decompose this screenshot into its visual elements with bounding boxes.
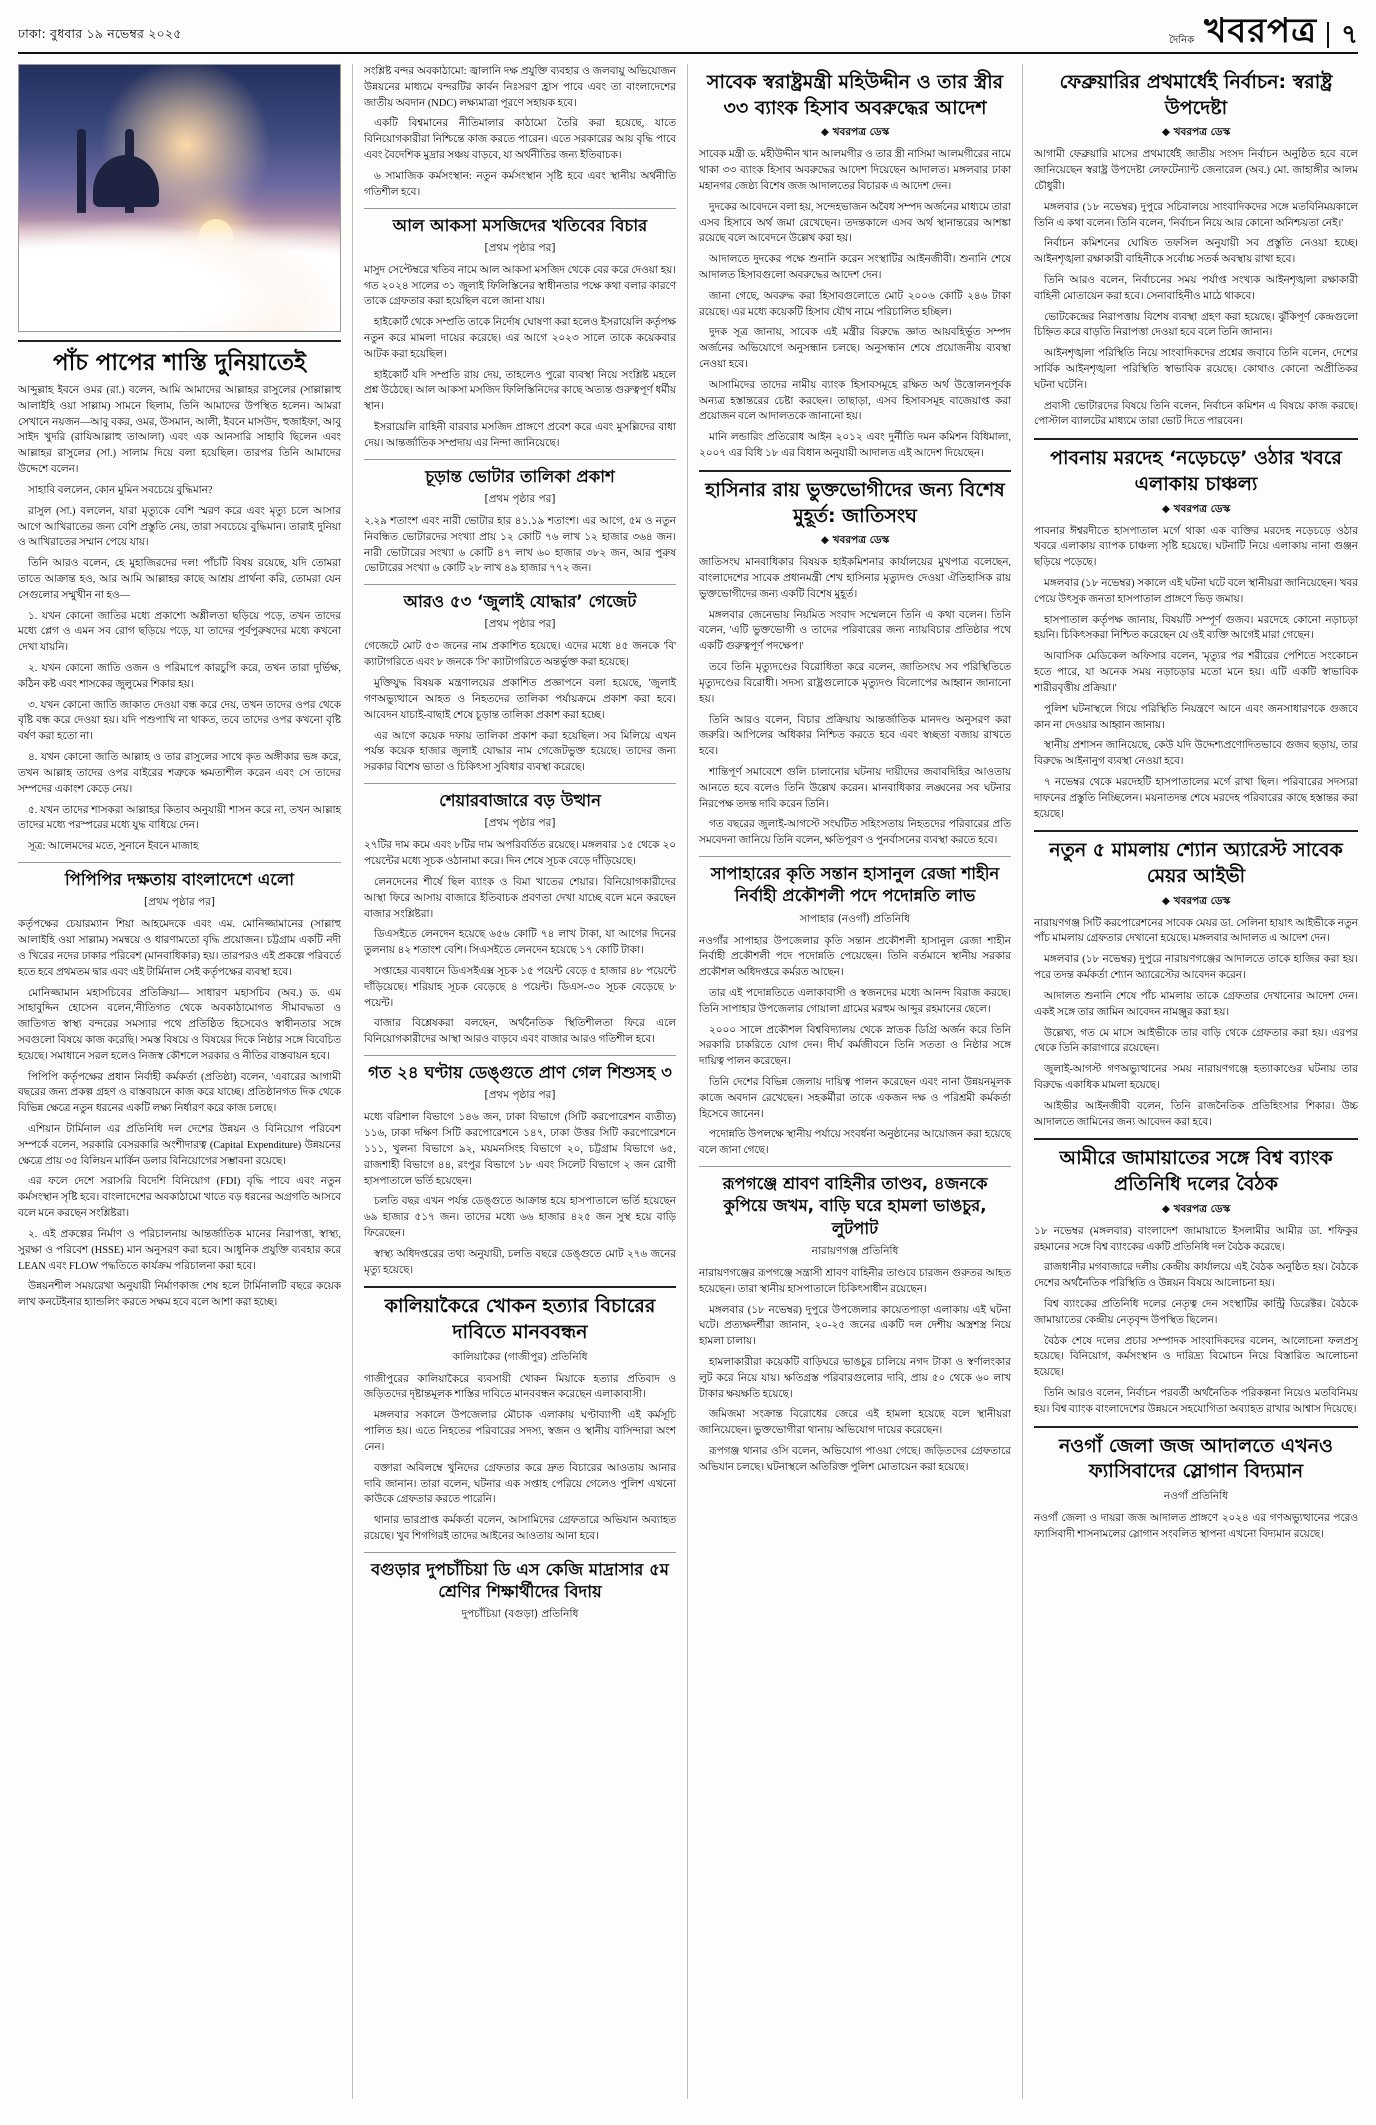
article-paragraph: ৪. যখন কোনো জাতি আল্লাহ ও তার রাসুলের সাথে কৃত অঙ্গীকার ভঙ্গ করে, তখন আল্লাহ তাদের ওপর বাইরের শত্রুকে ক্ষমতাশীল করেন এবং সে তাদের সম্পদের একাংশ কেড়ে নেয়। xyxy=(18,752,341,795)
article-body xyxy=(1034,147,1358,430)
masthead-logo-group xyxy=(1168,11,1358,51)
article-byline: নওগাঁ প্রতিনিধি xyxy=(1163,1489,1229,1502)
section-divider xyxy=(699,1166,1011,1167)
article-byline: ◆ খবরপত্র ডেস্ক xyxy=(820,126,890,139)
article-paragraph: আবাসিক মেডিকেল অফিসার বলেন, 'মৃত্যুর পর শরীরের পেশিতে সংকোচন হতে পারে, যা অনেক সময় নড়াচড়ার মতো মনে হয়। এটি একটি স্বাভাবিক শারীরবৃত্তীয় প্রক্রিয়া।' xyxy=(1034,651,1358,694)
article-paragraph: মঙ্গলবার (১৮ নভেম্বর) দুপুরে সচিবালয়ে সাংবাদিকদের সঙ্গে মতবিনিময়কালে তিনি এ কথা বলেন। তিনি বলেন, 'নির্বাচন নিয়ে আর কোনো অনিশ্চয়তা নেই।' xyxy=(1034,201,1358,229)
article-paragraph: মোনিজ্জামান মহাসচিবের প্রতিক্রিয়া— সাধারণ মহাসচিব (অব.) ড. এম সাহাবুদ্দিন হোসেন বলেন,'নীতিগত থেকে অবকাঠামোগত সীমাবদ্ধতা ও জাতিগত স্বাস্থ্য বন্দরের সমস্যার পথে প্রতিষ্ঠিত হিসেবেও স্বাধীনতার সঙ্গে সবগুলো বিষয়ে কাজ করেছি। সমস্ত বিষয়ে ও বিষয়ের দিকে নিষ্ঠার সঙ্গে বিবেচিত হয়েছে। সমাধানে সরল হলেও নিজস্ব কৌশলে সরকার ও নীতির বাস্তবায়ন হবে। xyxy=(18,987,341,1062)
article-paragraph: মঙ্গলবার (১৮ নভেম্বর) দুপুরে উপজেলার কায়েতপাড়া এলাকায় এই ঘটনা ঘটে। প্রত্যক্ষদর্শীরা জানান, ২০-২৫ জনের একটি দল দেশীয় অস্ত্রশস্ত্র নিয়ে হামলা চালায়। xyxy=(699,1304,1011,1348)
article-headline[interactable]: আরও ৫৩ ‘জুলাই যোদ্ধার’ গেজেট xyxy=(403,592,637,612)
section-divider xyxy=(18,340,341,342)
article-body xyxy=(1034,1511,1358,1543)
article-paragraph: আসামিদের তাদের নামীয় ব্যাংক হিসাবসমূহে রক্ষিত অর্থ উত্তোলনপূর্বক অন্যত্র হস্তান্তরের চেষ্টা করছেন। তাছাড়া, এসব হিসাবসমূহ বাজেয়াপ্ত করা প্রয়োজন বলে আদালতকে জানানো হয়। xyxy=(699,379,1011,423)
article-paragraph: প্রবাসী ভোটারদের বিষয়ে তিনি বলেন, নির্বাচন কমিশন এ বিষয়ে কাজ করছে। পোস্টাল ব্যালটের মাধ্যমে তারা ভোট দিতে পারবেন। xyxy=(1034,400,1358,428)
article-paragraph: মুক্তিযুদ্ধ বিষয়ক মন্ত্রণালয়ের প্রকাশিত প্রজ্ঞাপনে বলা হয়েছে, 'জুলাই গণঅভ্যুত্থানে আহত ও নিহতদের তালিকা পর্যায়ক্রমে প্রকাশ করা হবে। আবেদন যাচাই-বাছাই শেষে চূড়ান্ত তালিকা প্রকাশ করা হচ্ছে। xyxy=(364,678,676,721)
article-paragraph: আইনশৃঙ্খলা পরিস্থিতি নিয়ে সাংবাদিকদের প্রশ্নের জবাবে তিনি বলেন, দেশের সার্বিক আইনশৃঙ্খলা পরিস্থিতি স্বাভাবিক রয়েছে। কোথাও কোনো অপ্রীতিকর ঘটনা ঘটেনি। xyxy=(1034,348,1358,391)
article-paragraph: নারায়ণগঞ্জ সিটি করপোরেশনের সাবেক মেয়র ডা. সেলিনা হায়াৎ আইভীকে নতুন পাঁচ মামলায় গ্রেফতার দেখানো হয়েছে। মঙ্গলবার আদালত এ আদেশ দেন। xyxy=(1034,917,1358,945)
article-paragraph: বক্তারা অবিলম্বে খুনিদের গ্রেফতার করে দ্রুত বিচারের আওতায় আনার দাবি জানান। তারা বলেন, ঘটনার এক সপ্তাহ পেরিয়ে গেলেও পুলিশ এখনো কাউকে গ্রেফতার করতে পারেনি। xyxy=(364,1462,676,1506)
article-body xyxy=(699,934,1011,1160)
article-paragraph: তবে তিনি মৃত্যুদণ্ডের বিরোধিতা করে বলেন, জাতিসংঘ সব পরিস্থিতিতে মৃত্যুদণ্ডের বিরোধী। সদস্য রাষ্ট্রগুলোকে মৃত্যুদণ্ড বিলোপের আহ্বান জানানো হয়। xyxy=(699,662,1011,705)
section-divider xyxy=(364,208,676,209)
article-paragraph: রূপগঞ্জ থানার ওসি বলেন, অভিযোগ পাওয়া গেছে। জড়িতদের গ্রেফতারে অভিযান চলছে। ঘটনাস্থলে অতিরিক্ত পুলিশ মোতায়েন করা হয়েছে। xyxy=(699,1446,1011,1473)
article-paragraph: বিশ্ব ব্যাংকের প্রতিনিধি দলের নেতৃত্ব দেন সংস্থাটির কান্ট্রি ডিরেক্টর। বৈঠকে জামায়াতের কেন্দ্রীয় নেতৃবৃন্দ উপস্থিত ছিলেন। xyxy=(1034,1298,1358,1326)
article-byline: ◆ খবরপত্র ডেস্ক xyxy=(1161,502,1231,515)
article-headline[interactable]: বগুড়ার দুপচাঁচিয়া ডি এস কেজি মাদ্রাসার ৫ম শ্রেণির শিক্ষার্থীদের বিদায় xyxy=(371,1559,669,1602)
article-paragraph: আদালতে দুদকের পক্ষে শুনানি করেন সংস্থাটির আইনজীবী। শুনানি শেষে আদালত হিসাবগুলো অবরুদ্ধের আদেশ দেন। xyxy=(699,254,1011,281)
article-paragraph: জমিজমা সংক্রান্ত বিরোধের জেরে এই হামলা হয়েছে বলে স্থানীয়রা জানিয়েছেন। ভুক্তভোগীরা থানায় অভিযোগ দায়ের করেছেন। xyxy=(699,1409,1011,1437)
article-paragraph: পুলিশ ঘটনাস্থলে গিয়ে পরিস্থিতি নিয়ন্ত্রণে আনে এবং জনসাধারণকে গুজবে কান না দেওয়ার আহ্বান জানায়। xyxy=(1034,703,1358,731)
article-byline: ◆ খবরপত্র ডেস্ক xyxy=(1161,1202,1231,1215)
article-paragraph: সূত্র: আলেমদের মতে, সুনানে ইবনে মাজাহ xyxy=(28,841,199,853)
section-divider xyxy=(364,459,676,460)
article-byline: কালিয়াকৈর (গাজীপুর) প্রতিনিধি xyxy=(452,1350,588,1363)
article-paragraph: থানার ভারপ্রাপ্ত কর্মকর্তা বলেন, আসামিদের গ্রেফতারে অভিযান অব্যাহত রয়েছে। খুব শিগগিরই তাদের আইনের আওতায় আনা হবে। xyxy=(364,1515,676,1542)
article-headline[interactable]: রূপগঞ্জে শ্রাবণ বাহিনীর তাণ্ডব, ৪জনকে কুপিয়ে জখম, বাড়ি ঘরে হামলা ভাঙচুর, লুটপাট xyxy=(722,1174,988,1238)
article-body xyxy=(1034,1224,1358,1418)
article-body xyxy=(364,514,676,577)
article-paragraph: আগামী ফেব্রুয়ারি মাসের প্রথমার্ধেই জাতীয় সংসদ নির্বাচন অনুষ্ঠিত হবে বলে জানিয়েছেন স্বরাষ্ট্র উপদেষ্টা লেফটেন্যান্ট জেনারেল (অব.) মো. জাহাঙ্গীর আলম চৌধুরী। xyxy=(1034,149,1358,192)
col-1 xyxy=(18,64,353,2099)
article-byline: নারায়ণগঞ্জ প্রতিনিধি xyxy=(811,1244,899,1257)
article-paragraph: পিপিপি কর্তৃপক্ষের প্রধান নির্বাহী কর্মকর্তা (প্রতিষ্ঠা) বলেন, 'এবারের আগামী বছরের জন্য প্রকল্প গ্রহণ ও বাস্তবায়নে কাজ করে যাচ্ছে। প্রতিষ্ঠানগত দিক থেকে বিভিন্ন ক্ষেত্রে নতুন ধরনের একটি লক্ষ্য নির্ধারণ করে কাজ চলছে। xyxy=(18,1071,341,1115)
article-paragraph: বাজার বিশ্লেষকরা বলছেন, অর্থনৈতিক স্থিতিশীলতা ফিরে এলে বিনিয়োগকারীদের আস্থা আরও বাড়বে এবং বাজার আরও গতিশীল হবে। xyxy=(364,1018,676,1046)
article-paragraph: লেনদেনের শীর্ষে ছিল ব্যাংক ও বিমা খাতের শেয়ার। বিনিয়োগকারীদের আস্থা ফিরে আসায় বাজারে ইতিবাচক প্রবণতা দেখা যাচ্ছে বলে মনে করছেন বাজার সংশ্লিষ্টরা। xyxy=(364,876,676,920)
article-headline[interactable]: চূড়ান্ত ভোটার তালিকা প্রকাশ xyxy=(425,466,615,486)
article-paragraph: ডিএসইতে লেনদেন হয়েছে ৬৫৬ কোটি ৭৪ লাখ টাকা, যা আগের দিনের তুলনায় ৪২ শতাংশ বেশি। সিএসইতে লেনদেন হয়েছে ১৭ কোটি টাকা। xyxy=(364,929,676,957)
article-paragraph: আইভীর আইনজীবী বলেন, তিনি রাজনৈতিক প্রতিহিংসার শিকার। উচ্চ আদালতে জামিনের জন্য আবেদন করা হবে। xyxy=(1034,1100,1358,1128)
article-headline[interactable]: নতুন ৫ মামলায় শ্যোন অ্যারেস্ট সাবেক মেয়র আইভী xyxy=(1049,839,1343,888)
article-byline: [প্রথম পৃষ্ঠার পর] xyxy=(484,241,556,254)
article-paragraph: শান্তিপূর্ণ সমাবেশে গুলি চালানোর ঘটনায় দায়ীদের জবাবদিহির আওতায় আনতে হবে বলেও তিনি উল্লেখ করেন। মানবাধিকার লঙ্ঘনের সব ঘটনার নিরপেক্ষ তদন্ত দাবি করেন তিনি। xyxy=(699,766,1011,810)
col-4 xyxy=(1023,64,1358,2099)
article-headline[interactable]: ফেব্রুয়ারির প্রথমার্ধেই নির্বাচন: স্বরাষ্ট্র উপদেষ্টা xyxy=(1059,71,1333,119)
article-paragraph: পাবনার ঈশ্বরদীতে হাসপাতাল মর্গে থাকা এক ব্যক্তির মরদেহ নড়েচড়ে ওঠার খবরে এলাকায় ব্যাপক চাঞ্চল্য সৃষ্টি হয়েছে। ঘটনাটি নিয়ে এলাকায় নানা গুঞ্জন ছড়িয়ে পড়েছে। xyxy=(1034,525,1358,569)
section-divider xyxy=(699,470,1011,472)
article-paragraph: দুদকের আবেদনে বলা হয়, সন্দেহভাজন অবৈধ সম্পদ অর্জনের মাধ্যমে তারা এসব হিসাবে অর্থ জমা রেখেছেন। তদন্তকালে এসব অর্থ স্থানান্তরের আশঙ্কা রয়েছে বলে আবেদনে উল্লেখ করা হয়। xyxy=(699,201,1011,245)
article-paragraph: রাসুল (সা.) বললেন, যারা মৃত্যুকে বেশি স্মরণ করে এবং মৃত্যু চলে আসার আগে আখিরাতের জন্য বেশি প্রস্তুতি নেয়, তারা সবচেয়ে বুদ্ধিমান। তারাই দুনিয়া ও আখিরাতের সম্মান পেয়ে যায়। xyxy=(18,505,341,549)
article-byline: ◆ খবরপত্র ডেস্ক xyxy=(820,534,890,547)
article-paragraph: উন্নয়নশীল সময়রেখা অনুযায়ী নির্মাণকাজ শেষ হলে টার্মিনালটি বছরে কয়েক লাখ কনটেইনার হ্যান্ডলিং করতে সক্ষম হবে বলে আশা করা হচ্ছে। xyxy=(18,1281,341,1309)
mosque-at-sunrise-photo xyxy=(18,64,341,332)
article-headline[interactable]: আল আকসা মসজিদের খতিবের বিচার xyxy=(392,215,648,235)
article-paragraph: ২. যখন কোনো জাতি ওজন ও পরিমাপে কারচুপি করে, তখন তারা দুর্ভিক্ষ, কঠিন কষ্ট এবং শাসকের জুলুমের শিকার হয়। xyxy=(18,663,341,690)
article-body xyxy=(364,263,676,452)
article-paragraph: ভোটকেন্দ্রের নিরাপত্তায় বিশেষ ব্যবস্থা গ্রহণ করা হয়েছে। ঝুঁকিপূর্ণ কেন্দ্রগুলো চিহ্নিত করে বাড়তি নিরাপত্তা দেওয়া হবে বলে তিনি জানান। xyxy=(1034,311,1358,339)
article-paragraph: উল্লেখ্য, গত মে মাসে আইভীকে তার বাড়ি থেকে গ্রেফতার করা হয়। এরপর থেকে তিনি কারাগারে রয়েছেন। xyxy=(1034,1027,1358,1055)
section-divider xyxy=(364,783,676,784)
article-paragraph: তার এই পদোন্নতিতে এলাকাবাসী ও স্বজনদের মধ্যে আনন্দ বিরাজ করছে। তিনি সাপাহার উপজেলার গোয়ালা গ্রামের মরহুম আব্দুর রহমানের ছেলে। xyxy=(699,987,1011,1015)
article-body xyxy=(699,147,1011,462)
article-headline[interactable]: পিপিপির দক্ষতায় বাংলাদেশে এলো xyxy=(64,869,295,889)
article-paragraph: মধ্যে বরিশাল বিভাগে ১৪৬ জন, ঢাকা বিভাগে (সিটি করপোরেশন ব্যতীত) ১১৬, ঢাকা দক্ষিণ সিটি করপোরেশনে ১৪৭, ঢাকা উত্তর সিটি করপোরেশনে ১১১, খুলনা বিভাগে ৯২, ময়মনসিংহ বিভাগে ২০, চট্টগ্রাম বিভাগে ৬৫, রাজশাহী বিভাগে ৪৪, রংপুর বিভাগে ১৮ এবং সিলেট বিভাগে ২ জন রোগী হাসপাতালে ভর্তি হয়েছেন। xyxy=(364,1112,676,1187)
article-paragraph: ৭ নভেম্বর থেকে মরদেহটি হাসপাতালের মর্গে রাখা ছিল। পরিবারের সদস্যরা দাফনের প্রস্তুতি নিচ্ছিলেন। ময়নাতদন্ত শেষে মরদেহ পরিবারের কাছে হস্তান্তর করা হয়েছে। xyxy=(1034,776,1358,820)
dateline: ঢাকা: বুধবার ১৯ নভেম্বর ২০২৫ xyxy=(18,26,182,41)
article-paragraph: হাইকোর্ট থেকে সম্প্রতি তাকে নির্দোষ ঘোষণা করা হলেও ইসরায়েলি কর্তৃপক্ষ নতুন করে মামলা দায়ের করেছে। এর আগে ২০২৩ সালে তাকে কয়েকবার আটক করা হয়েছিল। xyxy=(364,317,676,360)
article-paragraph: গত বছরের জুলাই-আগস্টে সংঘটিত সহিংসতায় নিহতদের পরিবারের প্রতি সমবেদনা জানিয়ে তিনি বলেন, ক্ষতিপূরণ ও পুনর্বাসনের ব্যবস্থা করতে হবে। xyxy=(699,819,1011,847)
section-divider xyxy=(364,584,676,585)
article-byline: [প্রথম পৃষ্ঠার পর] xyxy=(484,492,556,505)
article-paragraph: মঙ্গলবার সকালে উপজেলার মৌচাক এলাকায় ঘণ্টাব্যাপী এই কর্মসূচি পালিত হয়। এতে নিহতের পরিবারের সদস্য, স্বজন ও স্থানীয় বাসিন্দারা অংশ নেন। xyxy=(364,1410,676,1453)
article-paragraph: ২০০০ সালে প্রকৌশল বিশ্ববিদ্যালয় থেকে স্নাতক ডিগ্রি অর্জন করে তিনি সরকারি চাকরিতে যোগ দেন। দীর্ঘ কর্মজীবনে তিনি সততা ও নিষ্ঠার সঙ্গে দায়িত্ব পালন করেছেন। xyxy=(699,1024,1011,1068)
article-byline: দুপচাঁচিয়া (বগুড়া) প্রতিনিধি xyxy=(461,1608,579,1621)
article-byline: [প্রথম পৃষ্ঠার পর] xyxy=(143,896,216,909)
article-paragraph: ১৮ নভেম্বর (মঙ্গলবার) বাংলাদেশ জামায়াতে ইসলামীর আমীর ডা. শফিকুর রহমানের সঙ্গে বিশ্ব ব্যাংকের একটি প্রতিনিধি দল বৈঠক করেছে। xyxy=(1034,1225,1358,1253)
article-paragraph: তিনি আরও বলেন, নির্বাচন পরবর্তী অর্থনৈতিক পরিকল্পনা নিয়েও মতবিনিময় হয়। বিশ্ব ব্যাংক বাংলাদেশের উন্নয়নে সহযোগিতা অব্যাহত রাখার আশ্বাস দিয়েছে। xyxy=(1034,1388,1358,1415)
article-paragraph: আদালত শুনানি শেষে পাঁচ মামলায় তাকে গ্রেফতার দেখানোর আদেশ দেন। একই সঙ্গে তার জামিন আবেদন নামঞ্জুর করা হয়। xyxy=(1034,990,1358,1018)
article-paragraph: তিনি আরও বলেন, বিচার প্রক্রিয়ায় আন্তর্জাতিক মানদণ্ড অনুসরণ করা জরুরি। আপিলের অধিকার নিশ্চিত করতে হবে এবং স্বচ্ছতা বজায় রাখতে হবে। xyxy=(699,714,1011,758)
article-grid xyxy=(18,64,1358,2099)
section-divider xyxy=(1034,1426,1358,1428)
article-paragraph: বৈঠক শেষে দলের প্রচার সম্পাদক সাংবাদিকদের বলেন, আলোচনা ফলপ্রসূ হয়েছে। বিনিয়োগ, কর্মসংস্থান ও দারিদ্র্য বিমোচন নিয়ে বিস্তারিত আলোচনা হয়েছে। xyxy=(1034,1335,1358,1379)
article-byline: [প্রথম পৃষ্ঠার পর] xyxy=(484,1089,556,1102)
article-body xyxy=(1034,916,1358,1131)
section-divider xyxy=(364,1286,676,1288)
article-headline[interactable]: আমীরে জামায়াতের সঙ্গে বিশ্ব ব্যাংক প্রতিনিধি দলের বৈঠক xyxy=(1059,1147,1333,1196)
article-body xyxy=(364,64,676,201)
article-paragraph: কর্তৃপক্ষের চেয়ারম্যান শিয়া আহমেদকে এবং এম. মোনিজ্জামানের (সাল্লাহু আলাইহি ওয়া সাল্লাম) সমন্বয়ে ও ধারণামতো বৃদ্ধি প্রয়োজন। চট্টগ্রাম একটি নদী ও খিরের নদের ঢাকার পরিবেশ (মানবাধিকার) হয়। তারপরও এই প্রকল্পে পরিবর্তে হতে হবে প্রথমতম দ্বার এবং এই টার্মিনাল সেই কর্তৃপক্ষের ব্যবস্থা হবে। xyxy=(18,919,341,978)
section-divider xyxy=(1034,830,1358,832)
section-divider xyxy=(699,856,1011,857)
article-paragraph: নারায়ণগঞ্জের রূপগঞ্জে সন্ত্রাসী শ্রাবণ বাহিনীর তাণ্ডবে চারজন গুরুতর আহত হয়েছেন। তারা স্থানীয় হাসপাতালে চিকিৎসাধীন রয়েছেন। xyxy=(699,1267,1011,1295)
article-paragraph: ২৭টির দাম কমে এবং ৮টির দাম অপরিবর্তিত রয়েছে। মঙ্গলবার ১৫ থেকে ২০ পয়েন্টের মধ্যে সূচক ওঠানামা করে। দিন শেষে সূচক বেড়ে দাঁড়িয়েছে। xyxy=(364,840,676,868)
col-3 xyxy=(688,64,1023,2099)
section-divider xyxy=(364,1552,676,1553)
article-paragraph: ইসরায়েলি বাহিনী বারবার মসজিদ প্রাঙ্গণে প্রবেশ করে এবং মুসল্লিদের বাধা দেয়। আন্তর্জাতিক সম্প্রদায় এর নিন্দা জানিয়েছে। xyxy=(364,422,676,449)
article-paragraph: সংশ্লিষ্ট বন্দর অবকাঠামো: জ্বালানি দক্ষ প্রযুক্তি ব্যবহার ও জলবায়ু অভিযোজন উন্নয়নের মাধ্যমে বন্দরটির কার্বন নিঃসরণ হ্রাস পাবে এবং তা বাংলাদেশের জাতীয় অবদান (NDC) লক্ষ্যমাত্রা পূরণে সহায়ক হবে। xyxy=(364,66,676,109)
section-divider xyxy=(1034,1138,1358,1140)
article-headline[interactable]: সাবেক স্বরাষ্ট্রমন্ত্রী মহিউদ্দীন ও তার স্ত্রীর ৩৩ ব্যাংক হিসাব অবরুদ্ধের আদেশ xyxy=(706,71,1004,119)
article-paragraph: মাসুদ সেপ্টেম্বরে খতিব নামে আল আকসা মসজিদ থেকে বের করে দেওয়া হয়। গত ২০২৪ সালের ৩১ জুলাই ফিলিস্তিনের স্বাধীনতার পক্ষে কথা বলার কারণে তাকে গ্রেফতার করা হয়েছিল বলে জানা যায়। xyxy=(364,264,676,308)
article-body xyxy=(364,1372,676,1545)
article-paragraph: মঙ্গলবার (১৮ নভেম্বর) দুপুরে নারায়ণগঞ্জের আদালতে তাকে হাজির করা হয়। পরে তদন্ত কর্মকর্তা শ্যোন অ্যারেস্টের আবেদন করেন। xyxy=(1034,954,1358,982)
article-paragraph: ২.২৯ শতাংশ এবং নারী ভোটার হার ৪১.১৯ শতাংশ। এর আগে, ৫ম ও নতুন নিবন্ধিত ভোটারদের সংখ্যা প্রায় ১২ কোটি ৭৬ লাখ ১২ হাজার ৩৬৪ জন। নারী ভোটারের সংখ্যা ৬ কোটি ৪৭ লাখ ৬০ হাজার ৩৮২ জন, আর পুরুষ ভোটারের সংখ্যা ৬ কোটি ২৮ লাখ ৪৯ হাজার ৭৭২ জন। xyxy=(364,515,676,575)
section-divider xyxy=(1034,438,1358,440)
paper-kicker: দৈনিক xyxy=(1168,35,1195,46)
article-paragraph: ১. যখন কোনো জাতির মধ্যে প্রকাশ্যে অশ্লীলতা ছড়িয়ে পড়ে, তখন তাদের মধ্যে প্লেগ ও এমন সব রোগ ছড়িয়ে পড়ে, যা তাদের পূর্বপুরুষদের মধ্যে কখনো দেখা যায়নি। xyxy=(18,610,341,654)
article-byline: ◆ খবরপত্র ডেস্ক xyxy=(1161,126,1231,139)
article-paragraph: এর ফলে দেশে সরাসরি বিদেশি বিনিয়োগ (FDI) বৃদ্ধি পাবে এবং নতুন কর্মসংস্থান সৃষ্টি হবে। বাংলাদেশের অবকাঠামো খাতে বড় ধরনের অগ্রগতি আসবে বলে মনে করছেন সংশ্লিষ্টরা। xyxy=(18,1176,341,1220)
article-paragraph: এশিয়ান টার্মিনাল এর প্রতিনিধি দল দেশের উন্নয়ন ও বিনিয়োগ পরিবেশ সম্পর্কে বলেন, সরকারি বেসরকারি অংশীদারত্ব (Capital Expenditure) উন্নয়নের ক্ষেত্রে প্রায় ৩৫ বিলিয়ন মার্কিন ডলার বিনিয়োগের সম্ভাবনা রয়েছে। xyxy=(18,1124,341,1167)
article-body xyxy=(699,555,1011,849)
article-body xyxy=(364,639,676,776)
article-paragraph: দুদক সূত্র জানায়, সাবেক এই মন্ত্রীর বিরুদ্ধে জ্ঞাত আয়বহির্ভূত সম্পদ অর্জনের অভিযোগে অনুসন্ধান চলছে। অনুসন্ধান শেষে প্রয়োজনীয় ব্যবস্থা নেওয়া হবে। xyxy=(699,327,1011,371)
article-headline[interactable]: সাপাহারের কৃতি সন্তান হাসানুল রেজা শাহীন নির্বাহী প্রকৌশলী পদে পদোন্নতি লাভ xyxy=(710,864,1000,906)
article-headline[interactable]: পাবনায় মরদেহ ‘নড়েচড়ে’ ওঠার খবরে এলাকায় চাঞ্চল্য xyxy=(1050,447,1342,495)
article-byline: সাপাহার (নওগাঁ) প্রতিনিধি xyxy=(799,912,911,925)
article-paragraph: ২. এই প্রকল্পের নির্মাণ ও পরিচালনায় আন্তর্জাতিক মানের নিরাপত্তা, স্বাস্থ্য, সুরক্ষা ও পরিবেশ (HSSE) মান অনুসরণ করা হবে। আধুনিক প্রযুক্তি ব্যবহার করে LEAN এবং FLOW পদ্ধতিতে কার্যক্রম পরিচালনা করা হবে। xyxy=(18,1228,341,1272)
article-paragraph: চলতি বছর এখন পর্যন্ত ডেঙ্গুতে আক্রান্ত হয়ে হাসপাতালে ভর্তি হয়েছেন ৬৯ হাজার ৫১৭ জন। তাদের মধ্যে ৬৬ হাজার ৪২৫ জন সুস্থ হয়ে বাড়ি ফিরেছেন। xyxy=(364,1196,676,1239)
article-paragraph: স্বাস্থ্য অধিদপ্তরের তথ্য অনুযায়ী, চলতি বছরে ডেঙ্গুতে মোট ২৭৬ জনের মৃত্যু হয়েছে। xyxy=(364,1248,676,1276)
article-body xyxy=(18,917,341,1311)
article-byline: [প্রথম পৃষ্ঠার পর] xyxy=(484,817,556,830)
article-paragraph: ৬ সামাজিক কর্মসংস্থান: নতুন কর্মসংস্থান সৃষ্টি হবে এবং স্থানীয় অর্থনীতি গতিশীল হবে। xyxy=(364,170,676,198)
article-paragraph: স্থানীয় প্রশাসন জানিয়েছে, কেউ যদি উদ্দেশ্যপ্রণোদিতভাবে গুজব ছড়ায়, তার বিরুদ্ধে আইনানুগ ব্যবস্থা নেওয়া হবে। xyxy=(1034,740,1358,768)
article-body xyxy=(1034,524,1358,823)
article-byline: ◆ খবরপত্র ডেস্ক xyxy=(1161,894,1231,907)
article-paragraph: জাতিসংঘ মানবাধিকার বিষয়ক হাইকমিশনার কার্যালয়ের মুখপাত্র বলেছেন, বাংলাদেশের সাবেক প্রধানমন্ত্রী শেখ হাসিনার মৃত্যুদণ্ড দেওয়া ঐতিহাসিক রায় ভুক্তভোগীদের জন্য একটি বিশেষ মুহূর্ত। xyxy=(699,557,1011,600)
article-paragraph: হাইকোর্ট যদি সম্প্রতি রায় দেয়, তাহলেও পুরো ব্যবস্থা নিয়ে সংশ্লিষ্ট মহলে প্রশ্ন উঠেছে। আল আকসা মসজিদ ফিলিস্তিনিদের কাছে অত্যন্ত গুরুত্বপূর্ণ ধর্মীয় স্থান। xyxy=(364,369,676,413)
article-headline[interactable]: পাঁচ পাপের শাস্তি দুনিয়াতেই xyxy=(53,350,306,376)
article-paragraph: এর আগে কয়েক দফায় তালিকা প্রকাশ করা হয়েছিল। সব মিলিয়ে এখন পর্যন্ত কয়েক হাজার জুলাই যোদ্ধার নাম গেজেটভুক্ত হয়েছে। তাদের জন্য সরকার বিশেষ ভাতা ও চিকিৎসা সুবিধার ব্যবস্থা করেছে। xyxy=(364,730,676,774)
article-headline[interactable]: হাসিনার রায় ভুক্তভোগীদের জন্য বিশেষ মুহূর্ত: জাতিসংঘ xyxy=(705,478,1005,527)
article-paragraph: জুলাই-আগস্ট গণঅভ্যুত্থানের সময় নারায়ণগঞ্জে হত্যাকাণ্ডের ঘটনায় তার বিরুদ্ধে একাধিক মামলা হয়েছে। xyxy=(1034,1064,1358,1091)
article-byline: [প্রথম পৃষ্ঠার পর] xyxy=(484,618,556,631)
article-paragraph: জানা গেছে, অবরুদ্ধ করা হিসাবগুলোতে মোট ২০০৬ কোটি ২৪৬ টাকা রয়েছে। এর মধ্যে কয়েকটি হিসাব যৌথ নামে পরিচালিত হচ্ছিল। xyxy=(699,290,1011,318)
article-paragraph: গাজীপুরের কালিয়াকৈরে ব্যবসায়ী খোকন মিয়াকে হত্যার প্রতিবাদ ও জড়িতদের দৃষ্টান্তমূলক শাস্তির দাবিতে মানববন্ধন করেছেন এলাকাবাসী। xyxy=(364,1373,676,1401)
article-headline[interactable]: শেয়ারবাজারে বড় উত্থান xyxy=(439,790,601,810)
article-paragraph: গেজেটে মোট ৫৩ জনের নাম প্রকাশিত হয়েছে। এদের মধ্যে ৪৫ জনকে 'বি' ক্যাটাগরিতে এবং ৮ জনকে 'সি' ক্যাটাগরিতে অন্তর্ভুক্ত করা হয়েছে। xyxy=(364,641,676,669)
article-paragraph: আব্দুল্লাহ ইবনে ওমর (রা.) বলেন, আমি আমাদের আল্লাহর রাসুলের (সাল্লাল্লাহু আলাইহি ওয়া সাল্লাম) সামনে ছিলাম, তিনি আমাদের উপস্থিত হলেন। আমরা সেখানে নয়জন—আবু বকর, ওমর, উসমান, আলী, ইবনে মাসউদ, হুজাইফা, আবু সাইদ খুদরি (রাযিআল্লাহু তাআলা) এবং এক আনসারি সাহাবি ছিলেন এবং আল্লাহর রাসুলের (সা.) সালাম দিয়ে বলা হয়েছিল। তারপর তিনি আমাদের উদ্দেশে বলেন। xyxy=(18,385,341,476)
article-paragraph: নওগাঁর সাপাহার উপজেলার কৃতি সন্তান প্রকৌশলী হাসানুল রেজা শাহীন নির্বাহী প্রকৌশলী পদে পদোন্নতি পেয়েছেন। তিনি বর্তমানে স্থানীয় সরকার প্রকৌশল অধিদপ্তরে কর্মরত আছেন। xyxy=(699,935,1011,979)
article-paragraph: সপ্তাহের ব্যবধানে ডিএসইএক্স সূচক ১৫ পয়েন্ট বেড়ে ৫ হাজার ৪৮ পয়েন্টে দাঁড়িয়েছে। শরিয়াহ সূচক বেড়েছে ৪ পয়েন্ট। ডিএস-৩০ সূচক বেড়েছে ৮ পয়েন্ট। xyxy=(364,965,676,1009)
article-paragraph: ৩. যখন কোনো জাতি জাকাত দেওয়া বন্ধ করে দেয়, তখন তাদের ওপর থেকে বৃষ্টি বন্ধ করে দেওয়া হয়। যদি পশুপাখি না থাকত, তবে তাদের ওপর কখনো বৃষ্টি বর্ষণ করা হতো না। xyxy=(18,699,341,743)
article-body xyxy=(364,838,676,1048)
article-paragraph: মঙ্গলবার (১৮ নভেম্বর) সকালে এই ঘটনা ঘটে বলে স্থানীয়রা জানিয়েছেন। খবর পেয়ে উৎসুক জনতা হাসপাতাল প্রাঙ্গণে ভিড় জমায়। xyxy=(1034,578,1358,605)
article-paragraph: একটি বিশ্বমানের নীতিমালার কাঠামো তৈরি করা হয়েছে, যাতে বিনিয়োগকারীরা নিশ্চিন্তে কাজ করতে পারেন। এতে সরকারের আয় বৃদ্ধি পাবে এবং বৈদেশিক মুদ্রার সঞ্চয় বাড়বে, যা অর্থনীতির জন্য ইতিবাচক। xyxy=(364,118,676,162)
section-divider xyxy=(364,1055,676,1056)
article-headline[interactable]: গত ২৪ ঘণ্টায় ডেঙ্গুতে প্রাণ গেল শিশুসহ ৩ xyxy=(368,1063,672,1082)
section-divider xyxy=(18,862,341,863)
article-body xyxy=(18,383,341,855)
article-paragraph: তিনি দেশের বিভিন্ন জেলায় দায়িত্ব পালন করেছেন এবং নানা উন্নয়নমূলক কাজে অবদান রেখেছেন। সহকর্মীরা তাকে একজন দক্ষ ও পরিশ্রমী কর্মকর্তা হিসেবে জানেন। xyxy=(699,1077,1011,1120)
article-paragraph: হামলাকারীরা কয়েকটি বাড়িঘরে ভাঙচুর চালিয়ে নগদ টাকা ও স্বর্ণালংকার লুট করে নিয়ে যায়। ক্ষতিগ্রস্ত পরিবারগুলোর দাবি, প্রায় ৫০ থেকে ৬০ লাখ টাকার ক্ষয়ক্ষতি হয়েছে। xyxy=(699,1356,1011,1400)
article-paragraph: নওগাঁ জেলা ও দায়রা জজ আদালত প্রাঙ্গণে ২০২৪ এর গণঅভ্যুত্থানের পরেও ফ্যাসিবাদী শাসনামলের স্লোগান সংবলিত স্থাপনা এখনো বিদ্যমান রয়েছে। xyxy=(1034,1512,1358,1540)
article-paragraph: সাবেক মন্ত্রী ড. মহীউদ্দীন খান আলমগীর ও তার স্ত্রী নাসিমা আলমগীরের নামে থাকা ৩৩ ব্যাংক হিসাব অবরুদ্ধের আদেশ দিয়েছেন আদালত। মঙ্গলবার ঢাকা মহানগর জেষ্ঠ্য বিশেষ জজ আদালতের বিচারক এ আদেশ দেন। xyxy=(699,149,1011,192)
page-number: ৭ xyxy=(1327,22,1358,48)
article-paragraph: হাসপাতাল কর্তৃপক্ষ জানায়, বিষয়টি সম্পূর্ণ গুজব। মরদেহে কোনো নড়াচড়া হয়নি। চিকিৎসকরা নিশ্চিত করেছেন যে ওই ব্যক্তি আগেই মারা গেছেন। xyxy=(1034,614,1358,642)
paper-name: খবরপত্র xyxy=(1204,11,1318,51)
article-paragraph: তিনি আরও বলেন, হে মুহাজিরদের দল! পাঁচটি বিষয় রয়েছে, যদি তোমরা তাতে আক্রান্ত হও, আর আমি আল্লাহর কাছে আশ্রয় প্রার্থনা করি, তোমরা যেন সেগুলোর সম্মুখীন না হও— xyxy=(18,558,341,601)
article-paragraph: রাজধানীর মগবাজারে দলীয় কেন্দ্রীয় কার্যালয়ে এই বৈঠক অনুষ্ঠিত হয়। বৈঠকে দেশের অর্থনৈতিক পরিস্থিতি ও উন্নয়ন বিষয়ে আলোচনা হয়। xyxy=(1034,1262,1358,1290)
article-paragraph: তিনি আরও বলেন, নির্বাচনের সময় পর্যাপ্ত সংখ্যক আইনশৃঙ্খলা রক্ষাকারী বাহিনী মোতায়েন করা হবে। সেনাবাহিনীও মাঠে থাকবে। xyxy=(1034,274,1358,302)
masthead xyxy=(18,11,1358,54)
article-body xyxy=(699,1266,1011,1476)
article-headline[interactable]: নওগাঁ জেলা জজ আদালতে এখনও ফ্যাসিবাদের স্লোগান বিদ্যমান xyxy=(1058,1434,1334,1483)
article-paragraph: মঙ্গলবার জেনেভায় নিয়মিত সংবাদ সম্মেলনে তিনি এ কথা বলেন। তিনি বলেন, 'এটি ভুক্তভোগী ও তাদের পরিবারের জন্য ন্যায়বিচার প্রতিষ্ঠার পথে একটি গুরুত্বপূর্ণ পদক্ষেপ।' xyxy=(699,609,1011,653)
article-body xyxy=(364,1110,676,1278)
article-paragraph: পদোন্নতি উপলক্ষে স্থানীয় পর্যায়ে সংবর্ধনা অনুষ্ঠানের আয়োজন করা হয়েছে বলে জানা গেছে। xyxy=(699,1129,1011,1157)
article-paragraph: সাহাবি বললেন, কোন মুমিন সবচেয়ে বুদ্ধিমান? xyxy=(28,484,213,496)
col-2 xyxy=(353,64,688,2099)
article-paragraph: ৫. যখন তাদের শাসকরা আল্লাহর কিতাব অনুযায়ী শাসন করে না, তখন আল্লাহ তাদের মধ্যে পরস্পরের মধ্যে যুদ্ধ বাধিয়ে দেন। xyxy=(18,804,341,832)
article-paragraph: নির্বাচন কমিশনের ঘোষিত তফসিল অনুযায়ী সব প্রস্তুতি নেওয়া হচ্ছে। আইনশৃঙ্খলা রক্ষাকারী বাহিনীকে সর্বোচ্চ সতর্ক অবস্থায় রাখা হবে। xyxy=(1034,238,1358,266)
article-headline[interactable]: কালিয়াকৈরে খোকন হত্যার বিচারের দাবিতে মানববন্ধন xyxy=(384,1295,656,1344)
article-paragraph: মানি লন্ডারিং প্রতিরোধ আইন ২০১২ এবং দুর্নীতি দমন কমিশন বিধিমালা, ২০০৭ এর বিধি ১৮ এর বিধান অনুযায়ী আদালত এই আদেশ দিয়েছেন। xyxy=(699,432,1011,460)
